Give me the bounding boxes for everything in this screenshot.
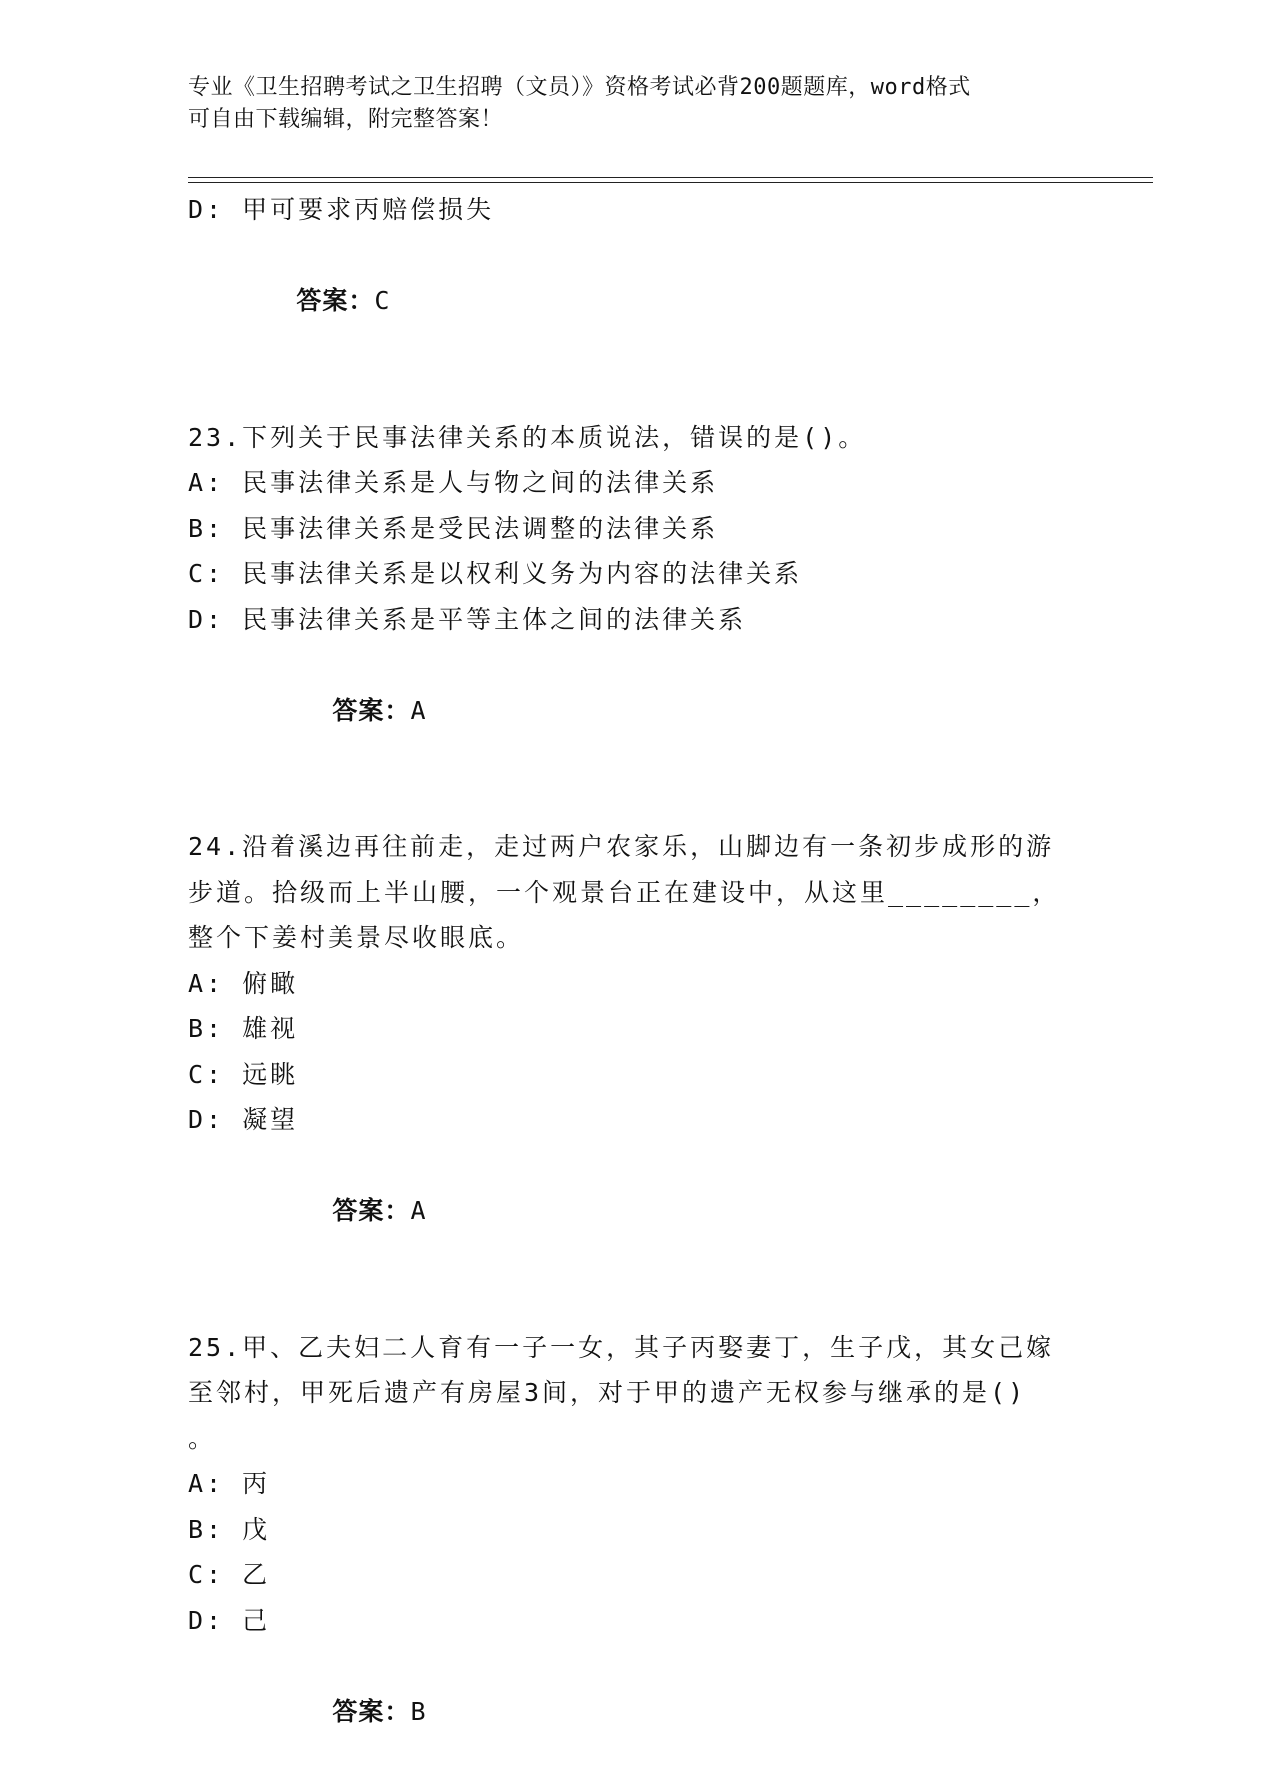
question-text-line: 24.沿着溪边再往前走，走过两户农家乐，山脚边有一条初步成形的游 — [188, 832, 1055, 861]
option-c: C: 乙 — [188, 1560, 271, 1589]
spacer — [188, 1279, 1128, 1325]
option-a: A: 民事法律关系是人与物之间的法律关系 — [188, 468, 719, 497]
answer-label: 答案： — [332, 1696, 411, 1726]
answer — [188, 1643, 1128, 1780]
answer-label: 答案： — [332, 695, 411, 725]
question-25 — [188, 1325, 1128, 1780]
option-d: D: 民事法律关系是平等主体之间的法律关系 — [188, 604, 747, 634]
header-line-2: 可自由下载编辑，附完整答案！ — [188, 107, 504, 132]
spacer — [188, 779, 1128, 825]
option-d: D: 己 — [188, 1605, 271, 1635]
answer-value: A — [410, 1196, 429, 1225]
question-text-line: 。 — [188, 1423, 217, 1453]
answer-label: 答案： — [332, 1196, 411, 1225]
answer-value: A — [410, 695, 429, 725]
spacer — [188, 369, 1128, 415]
question-24 — [188, 824, 1128, 1279]
answer — [188, 1143, 1128, 1280]
option-a: A: 俯瞰 — [188, 968, 299, 998]
question-text-line: 23.下列关于民事法律关系的本质说法，错误的是()。 — [188, 422, 867, 452]
option-c: C: 远眺 — [188, 1059, 299, 1089]
option-c: C: 民事法律关系是以权利义务为内容的法律关系 — [188, 559, 803, 588]
header-rule-top — [188, 177, 1153, 178]
option-a: A: 丙 — [188, 1469, 271, 1498]
option-d: D: 凝望 — [188, 1105, 299, 1134]
header-line-1: 专业《卫生招聘考试之卫生招聘（文员）》资格考试必背200题题库，word格式 — [188, 75, 971, 100]
answer-value: C — [374, 286, 393, 315]
prev-question-option-d: D: 甲可要求丙赔偿损失 — [188, 195, 495, 224]
option-b: B: 戊 — [188, 1514, 271, 1544]
question-text-line: 步道。拾级而上半山腰，一个观景台正在建设中，从这里________， — [188, 877, 1061, 907]
prev-question-answer — [188, 233, 1128, 370]
option-b: B: 雄视 — [188, 1014, 299, 1043]
question-text-line: 至邻村，甲死后遗产有房屋3间，对于甲的遗产无权参与继承的是() — [188, 1378, 1027, 1407]
question-text-line: 25.甲、乙夫妇二人育有一子一女，其子丙娶妻丁，生子戊，其女己嫁 — [188, 1332, 1055, 1362]
question-23 — [188, 415, 1128, 779]
answer-value: B — [410, 1696, 429, 1726]
document-body — [188, 187, 1128, 1780]
answer-label: 答案： — [296, 286, 375, 315]
answer — [188, 642, 1128, 779]
header-rule-bottom — [188, 182, 1153, 183]
page-header — [188, 72, 1088, 136]
question-text-line: 整个下姜村美景尽收眼底。 — [188, 923, 525, 952]
option-b: B: 民事法律关系是受民法调整的法律关系 — [188, 513, 719, 543]
